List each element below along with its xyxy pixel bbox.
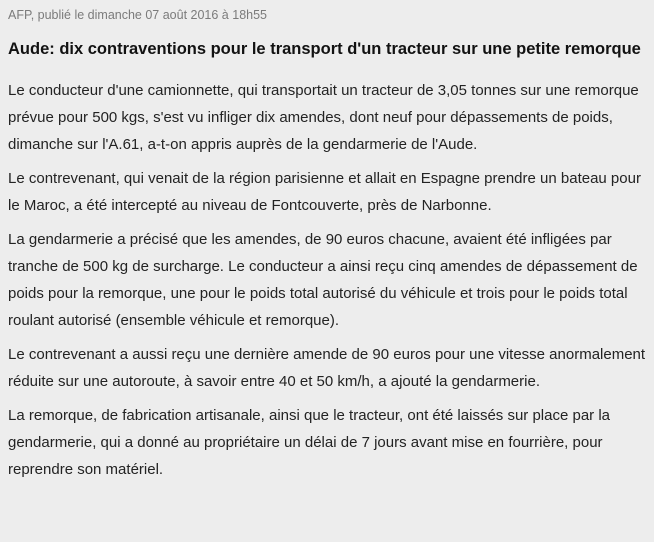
article-byline: AFP, publié le dimanche 07 août 2016 à 18h55: [8, 8, 267, 22]
article-paragraph: Le contrevenant a aussi reçu une dernière amende de 90 euros pour une vitesse anormalement réduite sur une autoroute, à savoir entre 40 et 50 km/h, a ajouté la gendarmerie.: [8, 346, 646, 390]
article-paragraph: La gendarmerie a précisé que les amendes, de 90 euros chacune, avaient été infligées par tranche de 500 kg de surcharge. Le conducteur a ainsi reçu cinq amendes de dépassement de poids pour la remorque, une pour le poids total autorisé du véhicule et trois pour le poids total roulant autorisé (ensemble véhicule et remorque).: [8, 231, 638, 329]
article-paragraph: La remorque, de fabrication artisanale, ainsi que le tracteur, ont été laissés sur place par la gendarmerie, qui a donné au propriétaire un délai de 7 jours avant mise en fourrière, pour reprendre son matériel.: [8, 407, 611, 478]
article-title: Aude: dix contraventions pour le transport d'un tracteur sur une petite remorque: [8, 40, 641, 58]
article-paragraph: Le contrevenant, qui venait de la région parisienne et allait en Espagne prendre un bateau pour le Maroc, a été intercepté au niveau de Fontcouverte, près de Narbonne.: [8, 170, 641, 214]
article-paragraph: Le conducteur d'une camionnette, qui transportait un tracteur de 3,05 tonnes sur une remorque prévue pour 500 kgs, s'est vu infliger dix amendes, dont neuf pour dépassements de poids, dimanche sur l'A.61, a-t-on appris auprès de la gendarmerie de l'Aude.: [8, 82, 639, 153]
